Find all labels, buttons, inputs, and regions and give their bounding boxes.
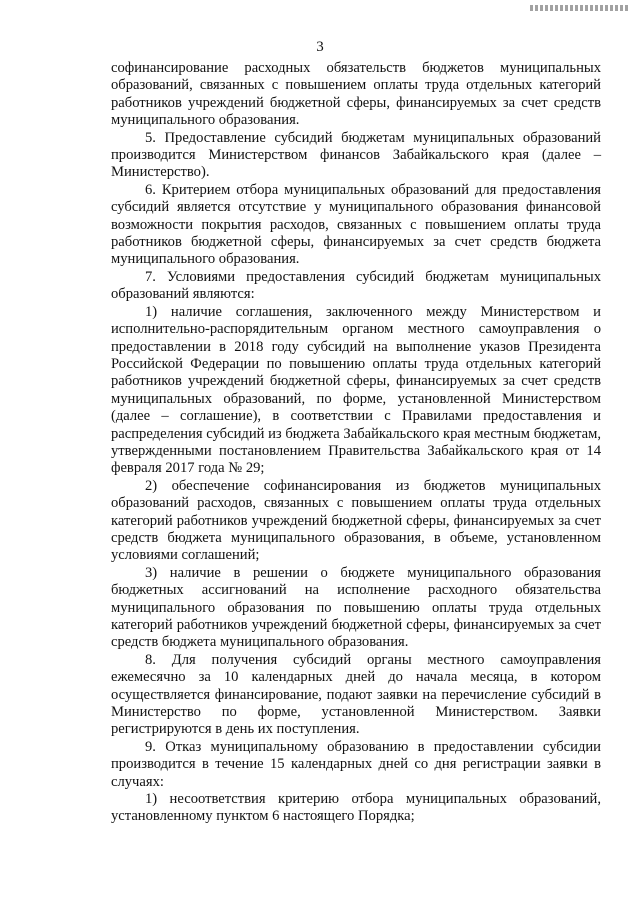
paragraph-9: 9. Отказ муниципальному образованию в предоставлении субсидии производится в течение 15 календарных дней со дня регистрации заявки в случаях: xyxy=(111,738,601,790)
paragraph-8: 8. Для получения субсидий органы местного самоуправления ежемесячно за 10 календарных дней до начала месяца, в котором осуществляется финансирование, подают заявки на перечисление субсидий в Министерство по форме, установленной Министерством. Заявки регистрируются в день их поступления. xyxy=(111,651,601,738)
page-number: 3 xyxy=(316,39,324,55)
paragraph-6: 6. Критерием отбора муниципальных образований для предоставления субсидий является отсутствие у муниципального образования финансовой возможности покрытия расходов, связанных с повышением оплаты труда работников бюджетной сферы, финансируемых за счет средств бюджета муниципального образования. xyxy=(111,181,601,268)
paragraph-7-item-3: 3) наличие в решении о бюджете муниципального образования бюджетных ассигнований на исполнение расходного обязательства муниципального образования по повышению оплаты труда отдельных категорий работников учреждений бюджетной сферы, финансируемых за счет средств бюджета муниципального образования. xyxy=(111,564,601,651)
document-body xyxy=(111,60,601,826)
paragraph-7: 7. Условиями предоставления субсидий бюджетам муниципальных образований являются: xyxy=(111,268,601,303)
paragraph-7-item-1: 1) наличие соглашения, заключенного между Министерством и исполнительно-распорядительным органом местного самоуправления о предоставлении в 2018 году субсидий на выполнение указов Президента Российской Федерации по повышению оплаты труда отдельных категорий работников учреждений бюджетной сферы, финансируемых за счет средств муниципальных образований, по форме, установленной Министерством (далее – соглашение), в соответствии с Правилами предоставления и распределения субсидий из бюджета Забайкальского края местным бюджетам, утвержденными постановлением Правительства Забайкальского края от 14 февраля 2017 года № 29; xyxy=(111,303,601,477)
paragraph-5: 5. Предоставление субсидий бюджетам муниципальных образований производится Министерством финансов Забайкальского края (далее – Министерство). xyxy=(111,129,601,181)
scan-corner-mark xyxy=(530,5,630,11)
paragraph-7-item-2: 2) обеспечение софинансирования из бюджетов муниципальных образований расходов, связанных с повышением оплаты труда отдельных категорий работников учреждений бюджетной сферы, финансируемых за счет средств бюджета муниципального образования, в объеме, установленном условиями соглашений; xyxy=(111,477,601,564)
paragraph-intro-continuation: софинансирование расходных обязательств бюджетов муниципальных образований, связанных с повышением оплаты труда отдельных категорий работников учреждений бюджетной сферы, финансируемых за счет средств муниципального образования. xyxy=(111,60,601,129)
paragraph-9-item-1: 1) несоответствия критерию отбора муниципальных образований, установленному пунктом 6 настоящего Порядка; xyxy=(111,791,601,825)
